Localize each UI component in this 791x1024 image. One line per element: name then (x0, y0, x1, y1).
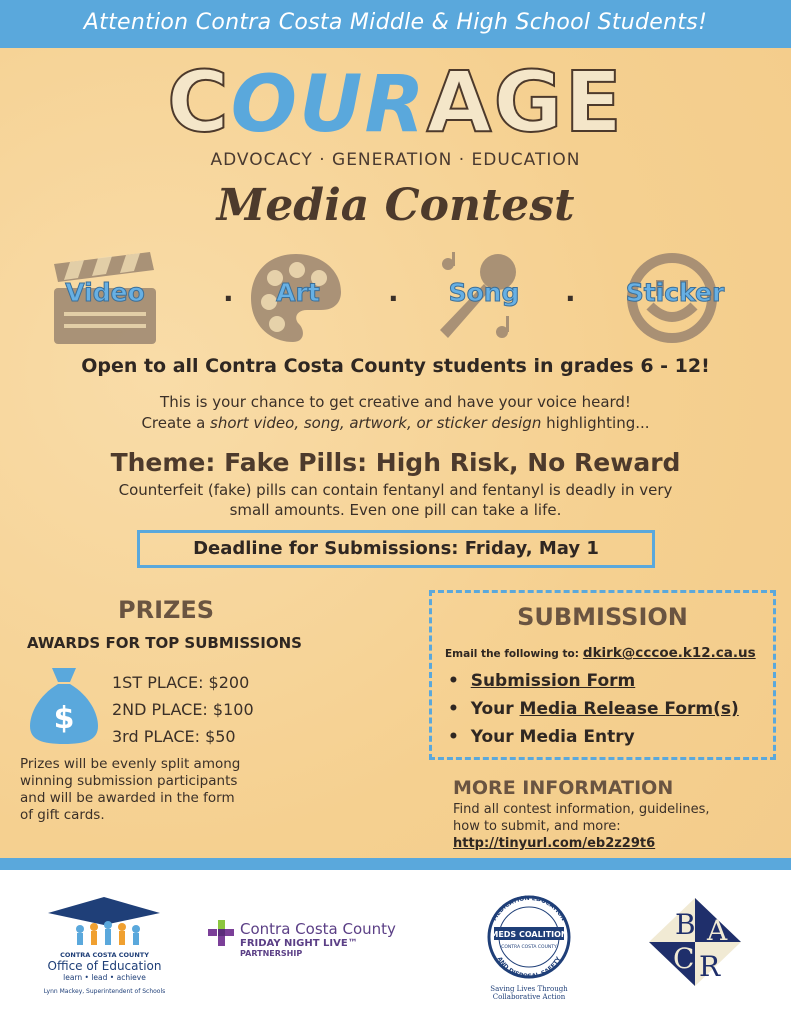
release-prefix: Your (470, 699, 520, 719)
submission-title: SUBMISSION (517, 603, 688, 631)
eligibility-line: Open to all Contra Costa County students in grades 6 - 12! (81, 355, 710, 377)
deadline-box: Deadline for Submissions: Friday, May 1 (137, 530, 655, 568)
fnl-name: Contra Costa County (240, 920, 396, 938)
prize-note-2: winning submission participants (20, 773, 238, 789)
more-info-line-1: Find all contest information, guidelines, (453, 802, 710, 817)
submission-item-entry: • Your Media Entry (448, 727, 635, 747)
fnl-line-3: PARTNERSHIP (240, 949, 303, 958)
meds-arc-top: MEDICATION EDUCATION (491, 894, 567, 923)
email-prefix: Email the following to: (445, 648, 579, 660)
ccoe-name-1: CONTRA COSTA COUNTY (60, 951, 149, 959)
logo-age: AGE (426, 53, 624, 151)
meds-coalition-logo (470, 893, 588, 1001)
fnl-tm: ™ (347, 938, 358, 949)
bacr-b: B (675, 908, 696, 941)
more-info-line-2: how to submit, and more: (453, 819, 621, 834)
category-song: Song (448, 278, 520, 307)
more-info-link[interactable]: http://tinyurl.com/eb2z29t6 (453, 836, 656, 851)
prize-second: 2ND PLACE: $100 (112, 700, 254, 719)
intro-prefix: Create a (141, 414, 211, 432)
bacr-a: A (707, 914, 728, 947)
email-line (445, 645, 756, 661)
fnl-program: FRIDAY NIGHT LIVE (240, 938, 348, 949)
separator-dot: · (565, 282, 576, 315)
fnl-line-2 (240, 938, 396, 949)
bacr-r: R (699, 950, 721, 983)
theme-description-2: small amounts. Even one pill can take a life. (229, 501, 562, 519)
tagline: ADVOCACY · GENERATION · EDUCATION (210, 150, 581, 170)
bottom-stripe (0, 858, 791, 870)
prize-note-1: Prizes will be evenly split among (20, 756, 241, 772)
category-art: Art (276, 278, 320, 307)
bacr-c: C (673, 942, 695, 975)
bacr-logo (645, 896, 745, 990)
submission-form-link[interactable]: Submission Form (470, 671, 636, 691)
category-video: Video (65, 278, 145, 307)
logo-c: C (167, 53, 231, 151)
theme-description-1: Counterfeit (fake) pills can contain fentanyl and fentanyl is deadly in very (118, 481, 673, 499)
fnl-logo (208, 920, 396, 958)
theme-heading: Theme: Fake Pills: High Risk, No Reward (110, 448, 681, 477)
prize-first: 1ST PLACE: $200 (112, 673, 250, 692)
category-sticker: Sticker (625, 278, 725, 307)
intro-media-types: short video, song, artwork, or sticker design (210, 414, 542, 432)
ccoe-superintendent: Lynn Mackey, Superintendent of Schools (43, 988, 166, 995)
graduates-icon (42, 895, 167, 947)
submission-item-form: • Submission Form (448, 671, 636, 691)
email-link[interactable]: dkirk@cccoe.k12.ca.us (582, 645, 756, 661)
ccoe-name-2: Office of Education (47, 959, 162, 973)
svg-text:$: $ (53, 701, 75, 736)
meds-slogan: Saving Lives Through Collaborative Action (490, 985, 568, 1001)
contest-title: Media Contest (216, 180, 575, 231)
fnl-cross-icon (208, 920, 234, 946)
media-release-link[interactable]: Media Release Form(s) (519, 699, 739, 719)
more-info-title: MORE INFORMATION (453, 777, 674, 799)
prizes-title: PRIZES (118, 596, 215, 624)
prize-note-3: and will be awarded in the form (20, 790, 235, 806)
top-banner: Attention Contra Costa Middle & High School Students! (0, 0, 791, 48)
money-bag-icon (28, 664, 100, 746)
intro-line-1: This is your chance to get creative and have your voice heard! (160, 393, 631, 411)
submission-item-release: • Your Media Release Form(s) (448, 699, 739, 719)
separator-dot: · (388, 282, 399, 315)
ccoe-motto: learn • lead • achieve (63, 973, 146, 982)
prize-note-4: of gift cards. (20, 807, 105, 823)
logo-our: OUR (230, 60, 427, 150)
meds-county: CONTRA COSTA COUNTY (501, 945, 557, 950)
media-entry-label: Your Media Entry (470, 727, 635, 747)
meds-seal-icon (470, 893, 588, 979)
meds-arc-bottom: AND DISPOSAL SAFETY (495, 955, 563, 979)
separator-dot: · (223, 282, 234, 315)
awards-subtitle: AWARDS FOR TOP SUBMISSIONS (27, 634, 302, 652)
meds-name: MEDS COALITION (490, 930, 568, 939)
prize-third: 3rd PLACE: $50 (112, 727, 236, 746)
ccoe-logo (42, 895, 167, 995)
courage-logo (0, 52, 791, 155)
intro-suffix: highlighting... (541, 414, 650, 432)
intro-line-2 (0, 414, 791, 432)
